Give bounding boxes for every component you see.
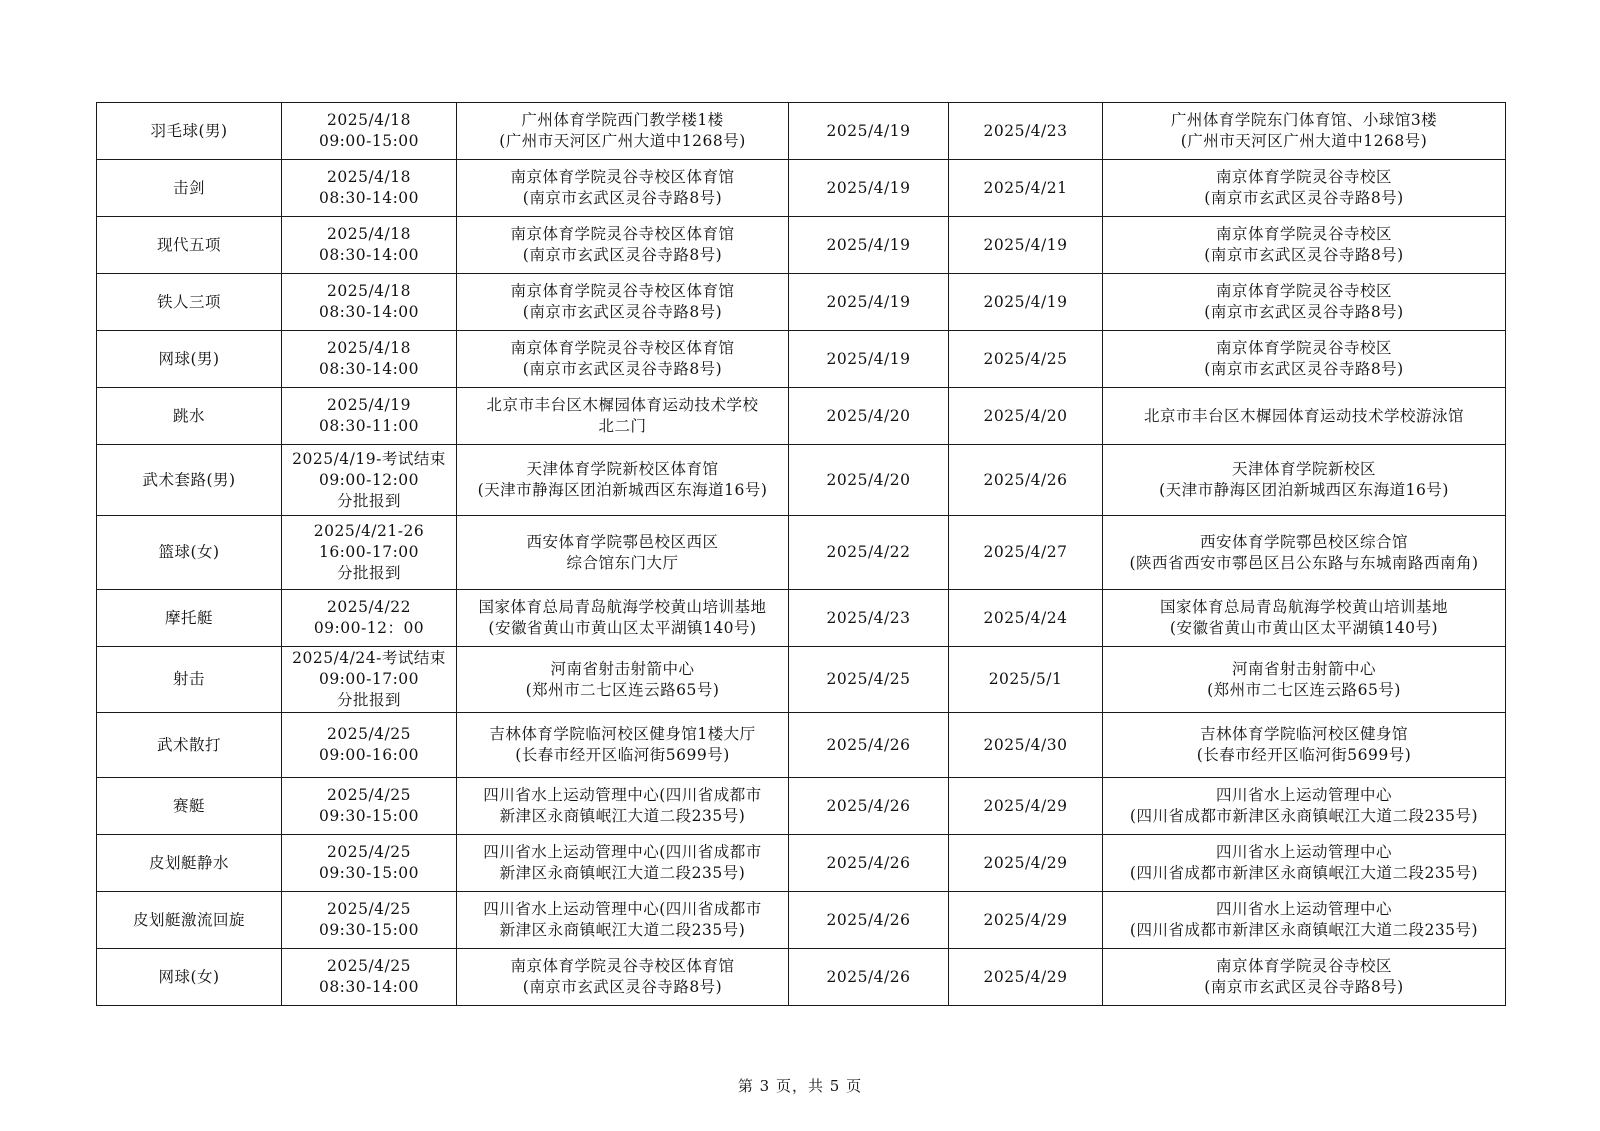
event-name-cell: 武术散打 <box>97 713 282 778</box>
exam-venue-cell-line: (四川省成都市新津区永商镇岷江大道二段235号) <box>1129 807 1479 825</box>
exam-start-date-cell: 2025/4/19 <box>789 160 949 217</box>
exam-venue-cell-line: 南京体育学院灵谷寺校区 <box>1215 168 1392 186</box>
report-time-cell-line: 2025/4/25 <box>327 900 411 918</box>
report-time-cell <box>282 713 457 778</box>
report-place-cell-line: 新津区永商镇岷江大道二段235号) <box>499 807 746 825</box>
table-row <box>97 835 1506 892</box>
report-time-cell-line: 08:30-14:00 <box>318 978 420 996</box>
exam-schedule-table <box>96 102 1506 1006</box>
report-time-cell <box>282 949 457 1006</box>
table-row <box>97 160 1506 217</box>
exam-venue-cell-line: (安徽省黄山市黄山区太平湖镇140号) <box>1169 619 1439 637</box>
report-time-cell-line: 2025/4/22 <box>327 598 411 616</box>
report-time-cell <box>282 274 457 331</box>
report-time-cell <box>282 217 457 274</box>
report-place-cell-line: 南京体育学院灵谷寺校区体育馆 <box>510 957 735 975</box>
exam-venue-cell-line: (南京市玄武区灵谷寺路8号) <box>1204 189 1404 207</box>
report-place-cell <box>457 647 789 713</box>
event-name-cell: 皮划艇静水 <box>97 835 282 892</box>
exam-venue-cell-line: (陕西省西安市鄠邑区吕公东路与东城南路西南角) <box>1129 553 1479 572</box>
exam-venue-cell-line: 广州体育学院东门体育馆、小球馆3楼 <box>1170 111 1438 129</box>
exam-start-date-cell: 2025/4/20 <box>789 445 949 516</box>
report-time-cell-line: 2025/4/18 <box>327 111 411 129</box>
event-name-cell: 赛艇 <box>97 778 282 835</box>
report-time-cell-line: 2025/4/19-考试结束 <box>292 449 446 468</box>
report-place-cell-line: 吉林体育学院临河校区健身馆1楼大厅 <box>489 725 756 743</box>
exam-venue-cell-line: (四川省成都市新津区永商镇岷江大道二段235号) <box>1129 921 1479 939</box>
exam-start-date-cell: 2025/4/20 <box>789 388 949 445</box>
exam-start-date-cell: 2025/4/19 <box>789 331 949 388</box>
report-time-cell-line: 2025/4/18 <box>327 282 411 300</box>
event-name-cell: 网球(男) <box>97 331 282 388</box>
report-time-cell-line: 09:30-15:00 <box>318 807 420 825</box>
exam-end-date-cell: 2025/4/29 <box>949 892 1103 949</box>
report-time-cell <box>282 331 457 388</box>
report-place-cell-line: 天津体育学院新校区体育馆 <box>526 460 719 478</box>
table-row <box>97 388 1506 445</box>
table-row <box>97 103 1506 160</box>
event-name-cell: 现代五项 <box>97 217 282 274</box>
exam-start-date-cell: 2025/4/26 <box>789 713 949 778</box>
report-time-cell-line: 2025/4/25 <box>327 786 411 804</box>
report-place-cell-line: 四川省水上运动管理中心(四川省成都市 <box>483 786 762 804</box>
exam-venue-cell <box>1103 388 1506 445</box>
exam-start-date-cell: 2025/4/26 <box>789 778 949 835</box>
exam-venue-cell-line: (天津市静海区团泊新城西区东海道16号) <box>1159 481 1449 499</box>
exam-start-date-cell: 2025/4/23 <box>789 590 949 647</box>
report-time-cell-line: 2025/4/18 <box>327 168 411 186</box>
exam-venue-cell-line: (长春市经开区临河街5699号) <box>1196 746 1412 764</box>
report-place-cell-line: (天津市静海区团泊新城西区东海道16号) <box>477 481 768 499</box>
report-place-cell-line: 新津区永商镇岷江大道二段235号) <box>499 921 746 939</box>
report-time-cell <box>282 647 457 713</box>
exam-venue-cell <box>1103 892 1506 949</box>
report-time-cell-line: 2025/4/18 <box>327 339 411 357</box>
exam-venue-cell <box>1103 217 1506 274</box>
report-place-cell <box>457 103 789 160</box>
report-place-cell-line: (安徽省黄山市黄山区太平湖镇140号) <box>488 619 757 637</box>
report-place-cell <box>457 388 789 445</box>
report-place-cell <box>457 949 789 1006</box>
event-name-cell: 羽毛球(男) <box>97 103 282 160</box>
report-place-cell <box>457 217 789 274</box>
report-time-cell-line: 2025/4/25 <box>327 725 411 743</box>
exam-venue-cell-line: 吉林体育学院临河校区健身馆 <box>1199 725 1408 743</box>
exam-venue-cell-line: (广州市天河区广州大道中1268号) <box>1180 132 1428 150</box>
exam-start-date-cell: 2025/4/19 <box>789 274 949 331</box>
exam-end-date-cell: 2025/4/20 <box>949 388 1103 445</box>
exam-start-date-cell: 2025/4/19 <box>789 103 949 160</box>
report-time-cell-line: 09:00-16:00 <box>318 746 420 764</box>
report-time-cell-line: 08:30-11:00 <box>318 417 420 435</box>
exam-venue-cell-line: (南京市玄武区灵谷寺路8号) <box>1204 303 1404 321</box>
table-row <box>97 274 1506 331</box>
exam-venue-cell <box>1103 274 1506 331</box>
report-time-cell-line: 09:00-12:00 <box>318 470 420 489</box>
report-place-cell <box>457 713 789 778</box>
table-row <box>97 217 1506 274</box>
exam-venue-cell-line: (四川省成都市新津区永商镇岷江大道二段235号) <box>1129 864 1479 882</box>
report-time-cell <box>282 590 457 647</box>
table-row <box>97 590 1506 647</box>
page-number-footer: 第 3 页，共 5 页 <box>737 1077 863 1095</box>
table-row <box>97 892 1506 949</box>
exam-venue-cell <box>1103 331 1506 388</box>
exam-venue-cell-line: 南京体育学院灵谷寺校区 <box>1215 339 1392 357</box>
table-row <box>97 713 1506 778</box>
report-place-cell-line: 新津区永商镇岷江大道二段235号) <box>499 864 746 882</box>
report-time-cell-line: 2025/4/25 <box>327 957 411 975</box>
table-row <box>97 778 1506 835</box>
report-place-cell <box>457 331 789 388</box>
exam-end-date-cell: 2025/4/19 <box>949 274 1103 331</box>
event-name-cell: 跳水 <box>97 388 282 445</box>
exam-venue-cell-line: 国家体育总局青岛航海学校黄山培训基地 <box>1159 598 1448 616</box>
exam-start-date-cell: 2025/4/19 <box>789 217 949 274</box>
report-place-cell <box>457 445 789 516</box>
report-place-cell-line: 河南省射击射箭中心 <box>550 659 695 678</box>
report-place-cell-line: 北二门 <box>598 417 647 435</box>
exam-venue-cell <box>1103 647 1506 713</box>
report-place-cell-line: (南京市玄武区灵谷寺路8号) <box>522 303 723 321</box>
exam-venue-cell-line: 河南省射击射箭中心 <box>1231 659 1376 678</box>
event-name-cell: 皮划艇激流回旋 <box>97 892 282 949</box>
exam-venue-cell-line: (南京市玄武区灵谷寺路8号) <box>1204 360 1404 378</box>
report-place-cell-line: 南京体育学院灵谷寺校区体育馆 <box>510 339 735 357</box>
report-time-cell-line: 08:30-14:00 <box>318 189 420 207</box>
schedule-table-body <box>97 103 1506 1006</box>
report-time-cell-line: 分批报到 <box>336 491 401 510</box>
exam-venue-cell-line: 四川省水上运动管理中心 <box>1215 900 1392 918</box>
report-time-cell-line: 2025/4/24-考试结束 <box>292 649 446 667</box>
report-time-cell-line: 16:00-17:00 <box>318 543 420 561</box>
report-time-cell-line: 2025/4/25 <box>327 843 411 861</box>
exam-end-date-cell: 2025/4/29 <box>949 778 1103 835</box>
exam-venue-cell-line: 南京体育学院灵谷寺校区 <box>1215 957 1392 975</box>
report-time-cell <box>282 160 457 217</box>
event-name-cell: 铁人三项 <box>97 274 282 331</box>
exam-end-date-cell: 2025/4/30 <box>949 713 1103 778</box>
report-time-cell-line: 08:30-14:00 <box>318 360 420 378</box>
event-name-cell: 射击 <box>97 647 282 713</box>
exam-end-date-cell: 2025/4/24 <box>949 590 1103 647</box>
exam-end-date-cell: 2025/4/29 <box>949 835 1103 892</box>
report-place-cell-line: (南京市玄武区灵谷寺路8号) <box>522 189 723 207</box>
exam-venue-cell <box>1103 516 1506 590</box>
report-time-cell-line: 09:30-15:00 <box>318 864 420 882</box>
exam-venue-cell <box>1103 835 1506 892</box>
event-name-cell: 武术套路(男) <box>97 445 282 516</box>
exam-venue-cell-line: (郑州市二七区连云路65号) <box>1207 680 1401 699</box>
report-time-cell-line: 08:30-14:00 <box>318 246 420 264</box>
exam-venue-cell-line: 北京市丰台区木樨园体育运动技术学校游泳馆 <box>1143 406 1464 425</box>
report-place-cell-line: (南京市玄武区灵谷寺路8号) <box>522 246 723 264</box>
report-time-cell-line: 09:30-15:00 <box>318 921 420 939</box>
report-time-cell-line: 08:30-14:00 <box>318 303 420 321</box>
table-row <box>97 647 1506 713</box>
exam-start-date-cell: 2025/4/26 <box>789 892 949 949</box>
exam-venue-cell-line: 西安体育学院鄠邑校区综合馆 <box>1199 532 1408 551</box>
exam-start-date-cell: 2025/4/26 <box>789 949 949 1006</box>
report-place-cell-line: (广州市天河区广州大道中1268号) <box>499 132 746 150</box>
report-time-cell <box>282 516 457 590</box>
report-time-cell-line: 09:00-15:00 <box>318 132 420 150</box>
report-time-cell <box>282 835 457 892</box>
report-time-cell-line: 分批报到 <box>336 564 401 582</box>
report-place-cell <box>457 590 789 647</box>
report-place-cell-line: (南京市玄武区灵谷寺路8号) <box>522 360 723 378</box>
exam-end-date-cell: 2025/4/21 <box>949 160 1103 217</box>
exam-venue-cell-line: (南京市玄武区灵谷寺路8号) <box>1204 246 1404 264</box>
table-row <box>97 949 1506 1006</box>
exam-venue-cell-line: 天津体育学院新校区 <box>1231 460 1376 478</box>
table-row <box>97 331 1506 388</box>
report-time-cell-line: 2025/4/21-26 <box>313 522 425 540</box>
report-place-cell-line: 北京市丰台区木樨园体育运动技术学校 <box>486 396 759 414</box>
exam-venue-cell <box>1103 590 1506 647</box>
exam-start-date-cell: 2025/4/26 <box>789 835 949 892</box>
event-name-cell: 摩托艇 <box>97 590 282 647</box>
exam-venue-cell-line: 南京体育学院灵谷寺校区 <box>1215 225 1392 243</box>
event-name-cell: 网球(女) <box>97 949 282 1006</box>
report-place-cell-line: (长春市经开区临河街5699号) <box>515 746 730 764</box>
exam-venue-cell <box>1103 160 1506 217</box>
exam-end-date-cell: 2025/4/29 <box>949 949 1103 1006</box>
report-time-cell <box>282 445 457 516</box>
exam-end-date-cell: 2025/4/23 <box>949 103 1103 160</box>
report-place-cell-line: 四川省水上运动管理中心(四川省成都市 <box>483 900 762 918</box>
table-row <box>97 516 1506 590</box>
exam-venue-cell <box>1103 778 1506 835</box>
report-place-cell <box>457 835 789 892</box>
report-time-cell-line: 分批报到 <box>336 691 401 709</box>
exam-venue-cell <box>1103 949 1506 1006</box>
exam-venue-cell <box>1103 103 1506 160</box>
exam-start-date-cell: 2025/4/22 <box>789 516 949 590</box>
event-name-cell: 篮球(女) <box>97 516 282 590</box>
report-time-cell <box>282 892 457 949</box>
exam-venue-cell-line: 四川省水上运动管理中心 <box>1215 843 1392 861</box>
exam-end-date-cell: 2025/4/26 <box>949 445 1103 516</box>
exam-venue-cell <box>1103 445 1506 516</box>
report-place-cell-line: 四川省水上运动管理中心(四川省成都市 <box>483 843 762 861</box>
report-time-cell <box>282 388 457 445</box>
exam-end-date-cell: 2025/5/1 <box>949 647 1103 713</box>
report-place-cell-line: (郑州市二七区连云路65号) <box>525 680 720 699</box>
table-row <box>97 445 1506 516</box>
report-place-cell-line: 国家体育总局青岛航海学校黄山培训基地 <box>478 598 767 616</box>
report-place-cell <box>457 778 789 835</box>
exam-venue-cell <box>1103 713 1506 778</box>
report-time-cell-line: 2025/4/18 <box>327 225 411 243</box>
report-place-cell-line: 南京体育学院灵谷寺校区体育馆 <box>510 168 735 186</box>
exam-venue-cell-line: 四川省水上运动管理中心 <box>1215 786 1392 804</box>
report-place-cell <box>457 892 789 949</box>
report-time-cell-line: 09:00-12：00 <box>313 619 425 637</box>
report-place-cell-line: 广州体育学院西门教学楼1楼 <box>521 111 724 129</box>
report-place-cell-line: 综合馆东门大厅 <box>566 553 679 572</box>
report-place-cell-line: (南京市玄武区灵谷寺路8号) <box>522 978 723 996</box>
report-time-cell <box>282 778 457 835</box>
report-time-cell <box>282 103 457 160</box>
report-place-cell-line: 西安体育学院鄠邑校区西区 <box>526 532 719 551</box>
exam-venue-cell-line: 南京体育学院灵谷寺校区 <box>1215 282 1392 300</box>
report-time-cell-line: 09:00-17:00 <box>318 670 420 688</box>
report-place-cell-line: 南京体育学院灵谷寺校区体育馆 <box>510 225 735 243</box>
exam-end-date-cell: 2025/4/25 <box>949 331 1103 388</box>
report-place-cell-line: 南京体育学院灵谷寺校区体育馆 <box>510 282 735 300</box>
exam-venue-cell-line: (南京市玄武区灵谷寺路8号) <box>1204 978 1404 996</box>
exam-end-date-cell: 2025/4/27 <box>949 516 1103 590</box>
report-place-cell <box>457 160 789 217</box>
report-time-cell-line: 2025/4/19 <box>327 396 411 414</box>
report-place-cell <box>457 274 789 331</box>
report-place-cell <box>457 516 789 590</box>
exam-start-date-cell: 2025/4/25 <box>789 647 949 713</box>
event-name-cell: 击剑 <box>97 160 282 217</box>
exam-end-date-cell: 2025/4/19 <box>949 217 1103 274</box>
